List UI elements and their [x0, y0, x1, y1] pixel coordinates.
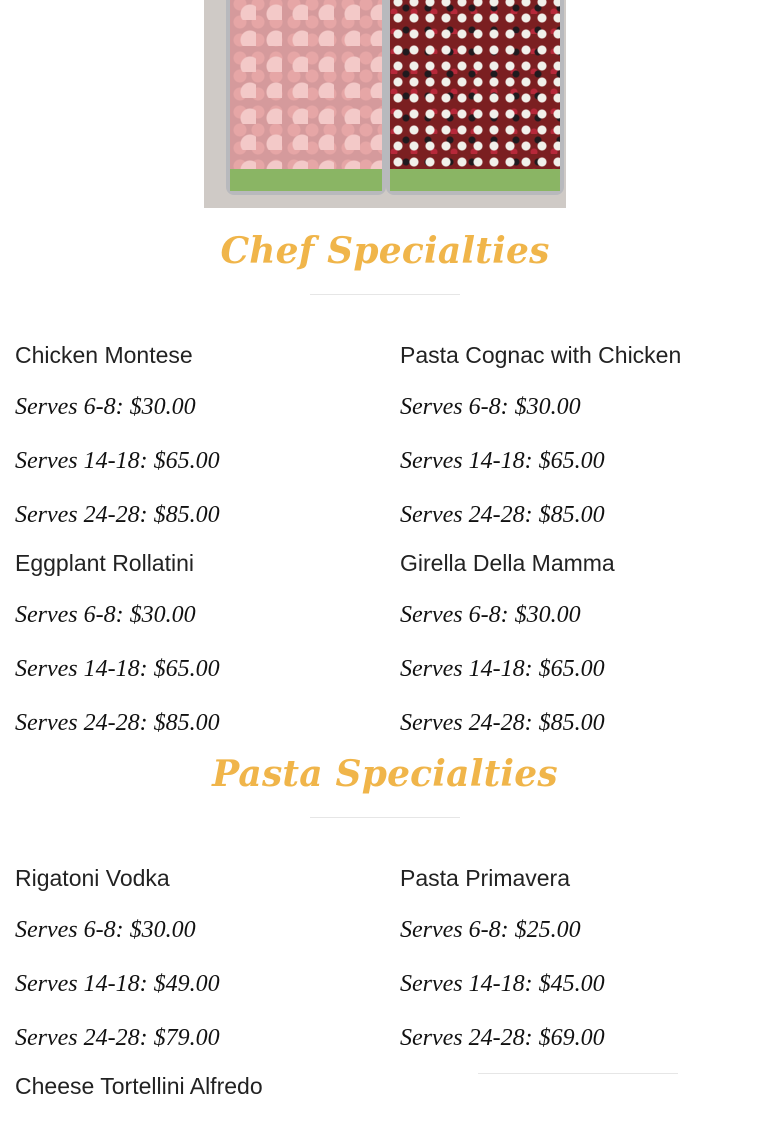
- price-line: Serves 14-18: $65.00: [15, 448, 220, 474]
- price-line: Serves 14-18: $49.00: [15, 971, 220, 997]
- greek-salad-tray: [386, 0, 564, 195]
- menu-item-rigatoni-vodka: [15, 865, 385, 1053]
- price-line: Serves 6-8: $25.00: [400, 917, 581, 943]
- price-line: Serves 6-8: $30.00: [15, 917, 196, 943]
- menu-item-pasta-primavera: [400, 865, 770, 1053]
- price-line: Serves 24-28: $85.00: [400, 710, 605, 736]
- price-line: Serves 6-8: $30.00: [400, 602, 581, 628]
- column-divider: [478, 1073, 678, 1074]
- price-line: Serves 24-28: $85.00: [400, 502, 605, 528]
- menu-item-eggplant-rollatini: [15, 550, 385, 738]
- price-line: Serves 6-8: $30.00: [400, 394, 581, 420]
- item-name: Chicken Montese: [15, 342, 193, 368]
- price-line: Serves 6-8: $30.00: [15, 394, 196, 420]
- price-line: Serves 14-18: $45.00: [400, 971, 605, 997]
- menu-item-chicken-montese: [15, 342, 385, 530]
- menu-item-pasta-cognac-with-chicken: [400, 342, 770, 530]
- item-name: Pasta Primavera: [400, 865, 571, 891]
- section-title-chef-specialties: Chef Specialties: [220, 230, 550, 272]
- item-name: Cheese Tortellini Alfredo: [15, 1073, 263, 1099]
- section-divider: [310, 294, 460, 295]
- price-line: Serves 24-28: $85.00: [15, 710, 220, 736]
- price-line: Serves 14-18: $65.00: [15, 656, 220, 682]
- price-line: Serves 14-18: $65.00: [400, 448, 605, 474]
- lettuce-layer: [390, 169, 560, 191]
- section-title-pasta-specialties: Pasta Specialties: [212, 753, 558, 795]
- price-line: Serves 14-18: $65.00: [400, 656, 605, 682]
- lettuce-layer: [230, 169, 382, 191]
- antipasto-tray: [226, 0, 386, 195]
- salad-trays-image: [204, 0, 566, 208]
- price-line: Serves 24-28: $69.00: [400, 1025, 605, 1051]
- item-name: Eggplant Rollatini: [15, 550, 195, 576]
- price-line: Serves 24-28: $79.00: [15, 1025, 220, 1051]
- item-name: Rigatoni Vodka: [15, 865, 170, 891]
- section-divider: [310, 817, 460, 818]
- price-line: Serves 6-8: $30.00: [15, 602, 196, 628]
- menu-item-cheese-tortellini-alfredo: [15, 1073, 385, 1099]
- price-line: Serves 24-28: $85.00: [15, 502, 220, 528]
- menu-item-girella-della-mamma: [400, 550, 770, 738]
- item-name: Girella Della Mamma: [400, 550, 615, 576]
- item-name: Pasta Cognac with Chicken: [400, 342, 682, 368]
